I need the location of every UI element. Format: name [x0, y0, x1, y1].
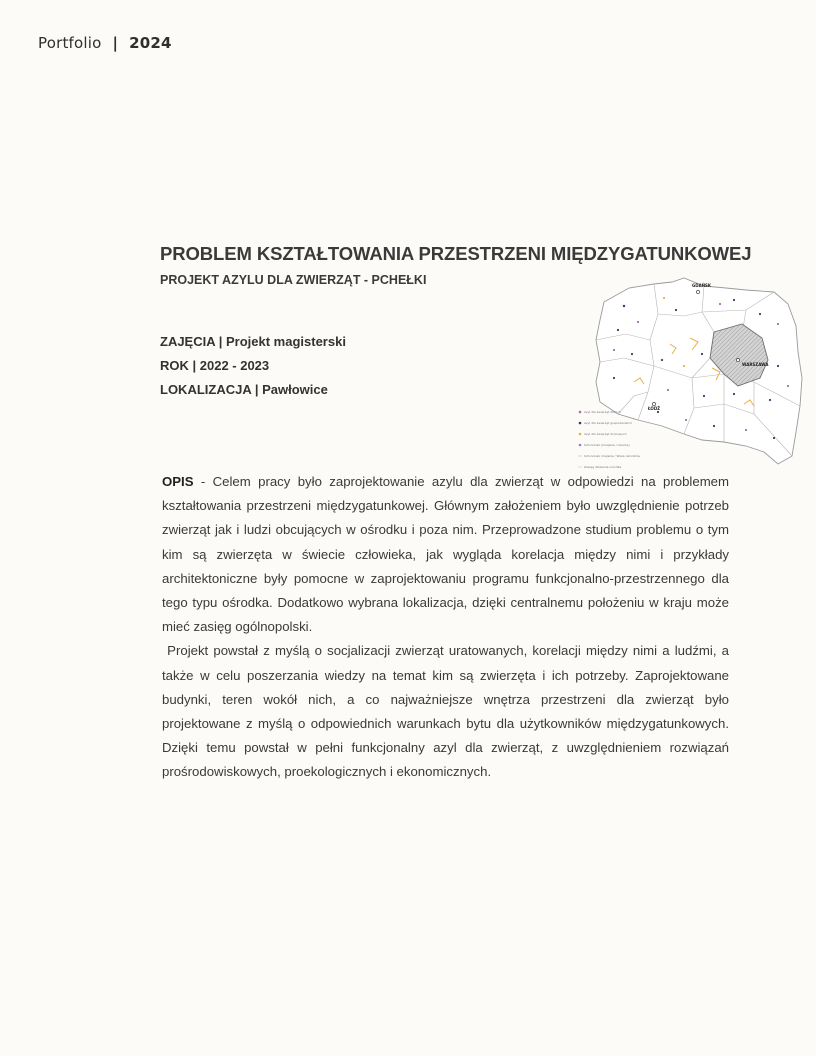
header-label: Portfolio — [38, 34, 102, 52]
legend-item: Schronisko miejskie / Wiele ośrodków — [584, 454, 640, 458]
description-paragraph-1-text: - Celem pracy było zaprojektowanie azylu dla zwierząt w odpowiedzi na problemem kształtowania przestrzeni międzygatunkowej. Głównym założeniem było uwzględnienie potrzeb zwierząt jak i ludzi obcujących w ośrodku i poza nim. Przeprowadzone studium problemu o tym kim są zwierzęta w świecie człowieka, jak wygląda korelacja między nimi i przykłady architektoniczne były pomocne w zaprojektowaniu programu funkcjonalno-przestrzennego dla tego typu ośrodka. Dodatkowo wybrana lokalizacja, dzięki centralnemu położeniu w kraju może mieć zasięg ogólnopolski. — [162, 474, 729, 635]
project-meta — [160, 333, 346, 405]
page-title: PROBLEM KSZTAŁTOWANIA PRZESTRZENI MIĘDZYGATUNKOWEJ — [160, 243, 752, 264]
description-lead: OPIS — [162, 474, 194, 489]
description-paragraph-2 — [162, 639, 729, 784]
page-header — [38, 34, 172, 52]
city-label-warszawa: WARSZAWA — [742, 362, 769, 367]
meta-location: LOKALIZACJA | Pawłowice — [160, 382, 328, 397]
page-subtitle: PROJEKT AZYLU DLA ZWIERZĄT - PCHEŁKI — [160, 273, 427, 287]
poland-map — [574, 274, 810, 474]
description-paragraph-1 — [162, 470, 729, 639]
legend-item: Schronisko (miejskie / lokalne) — [584, 443, 630, 447]
city-label-gdansk: GDAŃSK — [692, 283, 712, 288]
header-separator: | — [112, 34, 119, 52]
legend-item: Zasięg działania ośrodka — [584, 465, 622, 469]
meta-year: ROK | 2022 - 2023 — [160, 358, 270, 373]
description-paragraph-2-text: Projekt powstał z myślą o socjalizacji zwierząt uratowanych, korelacji między nimi a ludźmi, a także w celu poszerzania wiedzy na temat kim są zwierzęta i ich potrzeby. Zaprojektowane budynki, teren wokół nich, a co najważniejsze wnętrza przestrzeni dla zwierząt było projektowane z myślą o odpowiednich warunkach bytu dla użytkowników międzygatunkowych. Dzięki temu powstał w pełni funkcjonalny azyl dla zwierząt, z uwzględnieniem rozwiązań prośrodowiskowych, proekologicznych i ekonomicznych. — [162, 643, 729, 780]
country-outline — [596, 278, 802, 464]
header-year: 2024 — [129, 34, 172, 52]
map-legend — [578, 410, 640, 469]
legend-item: Azyl dla zwierząt domowych — [584, 432, 627, 436]
legend-item: Azyl dla zwierząt gospodarskich — [584, 421, 632, 425]
meta-course: ZAJĘCIA | Projekt magisterski — [160, 334, 346, 349]
legend-item: Azyl dla zwierząt dzikich — [584, 410, 621, 414]
city-label-lodz: ŁÓDŹ — [648, 406, 661, 411]
project-description — [162, 470, 729, 785]
